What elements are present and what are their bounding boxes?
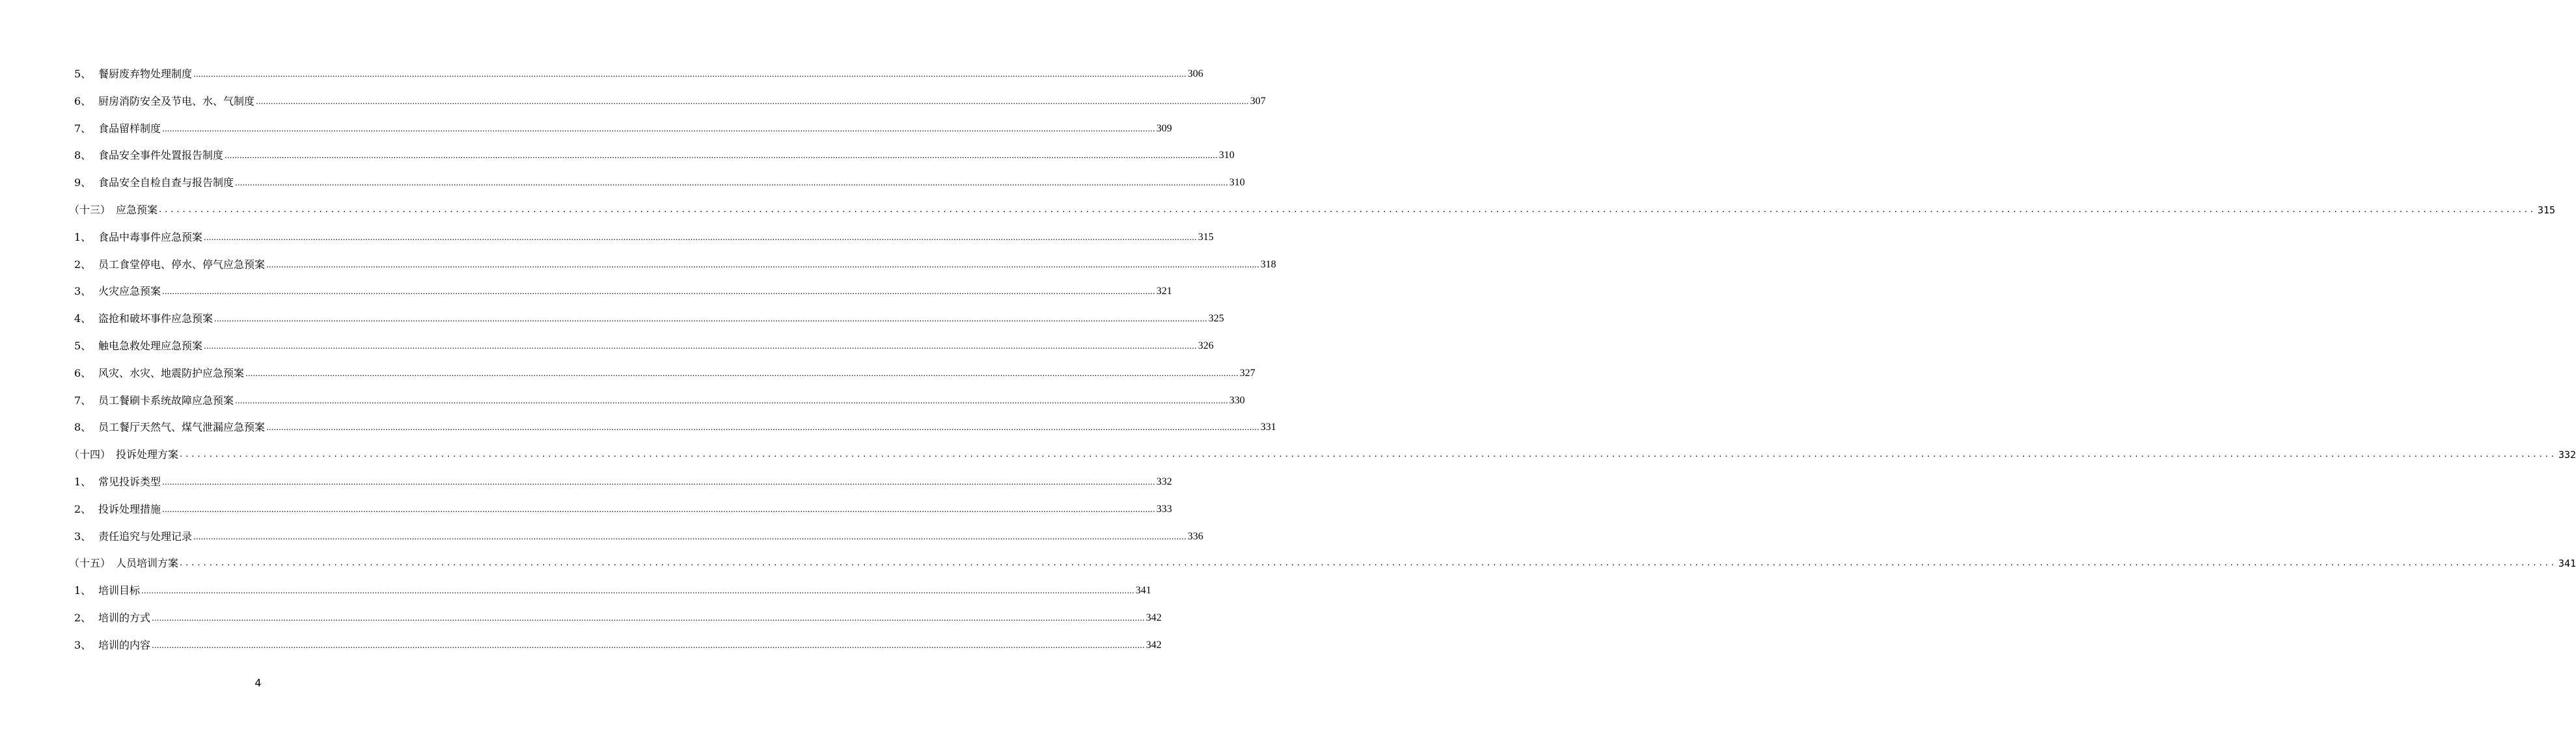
toc-dot-leader: ................................................................................................................................................................................................................................................................................................................................................................................................................ [204,233,1197,242]
toc-entry-page: 341 [1135,585,1151,596]
toc-entry-page: 315 [2537,204,2556,216]
toc-entry-page: 332 [1156,476,1172,487]
toc-entry-title: 员工食堂停电、停水、停气应急预案 [98,258,266,271]
toc-entry-title: 常见投诉类型 [98,476,161,488]
toc-dot-leader: ................................................................................................................................................................................................................................................................................................................................................................................................................ [204,342,1197,351]
toc-entry-number: （十三） [69,204,111,216]
toc-entry-page: 332 [2558,449,2576,461]
toc-entry[interactable] [74,340,1214,353]
toc-dot-leader: ................................................................................................................................................................................................................................................................................................................................................................................................................ [235,178,1228,187]
toc-dot-leader: ................................................................................................................................................................................................................................................................................................................................................................................................................ [162,287,1155,296]
toc-entry[interactable] [74,639,1162,652]
toc-entry-title: 培训的方式 [98,612,151,624]
toc-dot-leader: ................................................................................................................................................................................................................................................................................................................................................................................................................ [225,151,1218,160]
toc-entry-title: 触电急救处理应急预案 [98,340,203,352]
toc-entry[interactable] [74,503,1172,516]
toc-entry[interactable] [74,258,1276,271]
toc-entry-page: 331 [1260,422,1276,433]
toc-dot-leader: ................................................................................................................................................................................................................................................................................................................................................................................................................ [141,586,1134,595]
toc-entry-title: 投诉处理措施 [98,503,161,515]
toc-dot-leader: ................................................................................................................................................................................................................................................................................................................................................................................................................ [193,70,1186,79]
toc-entry-title: 厨房消防安全及节电、水、气制度 [98,95,255,107]
toc-entry-page: 341 [2558,558,2576,569]
toc-entry[interactable] [74,367,1255,380]
toc-entry-title: 食品留样制度 [98,122,161,135]
toc-dot-leader: ................................................................................................................................................................................................................................................................................................................................................................................................................ [152,641,1145,650]
toc-section-entry[interactable] [69,557,2576,570]
toc-entry[interactable] [74,68,1203,81]
toc-dot-leader: ................................................................................................................................................................................................................................................................................................................................................................................................................ [180,450,2557,459]
toc-dot-leader: ................................................................................................................................................................................................................................................................................................................................................................................................................ [180,558,2557,568]
toc-entry-number: 2、 [74,612,92,624]
page-number: 4 [254,677,262,689]
toc-entry-page: 309 [1156,123,1172,134]
toc-entry-number: 6、 [74,95,92,107]
toc-entry-page: 310 [1218,150,1235,161]
toc-entry-number: 6、 [74,367,92,379]
toc-entry-page: 326 [1198,340,1214,351]
toc-entry-number: 3、 [74,639,92,651]
toc-entry-number: 7、 [74,122,92,135]
toc-entry[interactable] [74,95,1266,108]
toc-entry[interactable] [74,231,1214,244]
toc-entry-title: 责任追究与处理记录 [98,530,193,543]
toc-dot-leader: ................................................................................................................................................................................................................................................................................................................................................................................................................ [162,505,1155,514]
toc-entry-page: 307 [1250,96,1266,107]
toc-entry[interactable] [74,285,1172,298]
toc-entry-title: 人员培训方案 [116,557,179,569]
toc-entry-title: 风灾、水灾、地震防护应急预案 [98,367,245,379]
toc-entry-title: 食品安全事件处置报告制度 [98,149,224,161]
toc-dot-leader: ................................................................................................................................................................................................................................................................................................................................................................................................................ [266,260,1259,269]
toc-entry-number: 1、 [74,476,92,488]
toc-entry-number: 1、 [74,231,92,243]
toc-entry-page: 318 [1260,259,1276,270]
toc-section-entry[interactable] [69,204,2556,217]
toc-entry-number: 4、 [74,312,92,325]
toc-entry-number: 5、 [74,68,92,80]
toc-entry-page: 325 [1208,313,1224,324]
toc-entry-number: （十五） [69,557,111,569]
toc-entry-title: 员工餐厅天然气、煤气泄漏应急预案 [98,421,266,433]
toc-entry-number: （十四） [69,448,111,461]
toc-entry-number: 1、 [74,584,92,597]
toc-entry-title: 食品安全自检自查与报告制度 [98,176,234,189]
toc-entry[interactable] [74,530,1203,543]
toc-entry-title: 食品中毒事件应急预案 [98,231,203,243]
toc-entry-page: 333 [1156,504,1172,515]
toc-entry-number: 7、 [74,394,92,407]
toc-entry-page: 330 [1229,395,1245,406]
toc-dot-leader: ................................................................................................................................................................................................................................................................................................................................................................................................................ [193,532,1186,541]
toc-entry-number: 9、 [74,176,92,189]
toc-dot-leader: ................................................................................................................................................................................................................................................................................................................................................................................................................ [256,97,1249,106]
toc-entry-title: 员工餐刷卡系统故障应急预案 [98,394,234,407]
toc-entry-page: 327 [1239,368,1255,379]
toc-dot-leader: ................................................................................................................................................................................................................................................................................................................................................................................................................ [159,205,2536,215]
toc-entry[interactable] [74,394,1245,407]
toc-entry-number: 8、 [74,149,92,161]
toc-entry-title: 盗抢和破坏事件应急预案 [98,312,213,325]
toc-entry-page: 306 [1187,68,1203,79]
toc-entry[interactable] [74,122,1172,135]
toc-entry[interactable] [74,149,1235,162]
toc-entry-page: 342 [1145,612,1162,623]
toc-dot-leader: ................................................................................................................................................................................................................................................................................................................................................................................................................ [162,478,1155,487]
toc-entry-number: 8、 [74,421,92,433]
toc-dot-leader: ................................................................................................................................................................................................................................................................................................................................................................................................................ [152,614,1145,623]
toc-entry[interactable] [74,584,1151,597]
toc-section-entry[interactable] [69,448,2576,461]
toc-entry[interactable] [74,312,1224,325]
toc-dot-leader: ................................................................................................................................................................................................................................................................................................................................................................................................................ [162,124,1155,133]
toc-dot-leader: ................................................................................................................................................................................................................................................................................................................................................................................................................ [266,423,1259,432]
toc-entry[interactable] [74,176,1245,189]
toc-entry-number: 2、 [74,258,92,271]
toc-entry-title: 火灾应急预案 [98,285,161,297]
toc-entry-number: 2、 [74,503,92,515]
toc-dot-leader: ................................................................................................................................................................................................................................................................................................................................................................................................................ [235,396,1228,405]
toc-entry-page: 336 [1187,531,1203,542]
toc-entry-page: 310 [1229,177,1245,188]
toc-entry-page: 315 [1198,232,1214,243]
toc-entry[interactable] [74,612,1162,625]
toc-entry-title: 培训目标 [98,584,141,597]
toc-entry-title: 餐厨废弃物处理制度 [98,68,193,80]
toc-entry-number: 3、 [74,530,92,543]
toc-entry-number: 3、 [74,285,92,297]
toc-entry-page: 321 [1156,286,1172,297]
toc-dot-leader: ................................................................................................................................................................................................................................................................................................................................................................................................................ [245,369,1239,378]
toc-entry-title: 应急预案 [116,204,158,216]
toc-entry-number: 5、 [74,340,92,352]
toc-entry[interactable] [74,421,1276,434]
toc-dot-leader: ................................................................................................................................................................................................................................................................................................................................................................................................................ [214,314,1207,323]
toc-entry-page: 342 [1145,640,1162,651]
toc-entry[interactable] [74,476,1172,489]
toc-entry-title: 培训的内容 [98,639,151,651]
toc-entry-title: 投诉处理方案 [116,448,179,461]
